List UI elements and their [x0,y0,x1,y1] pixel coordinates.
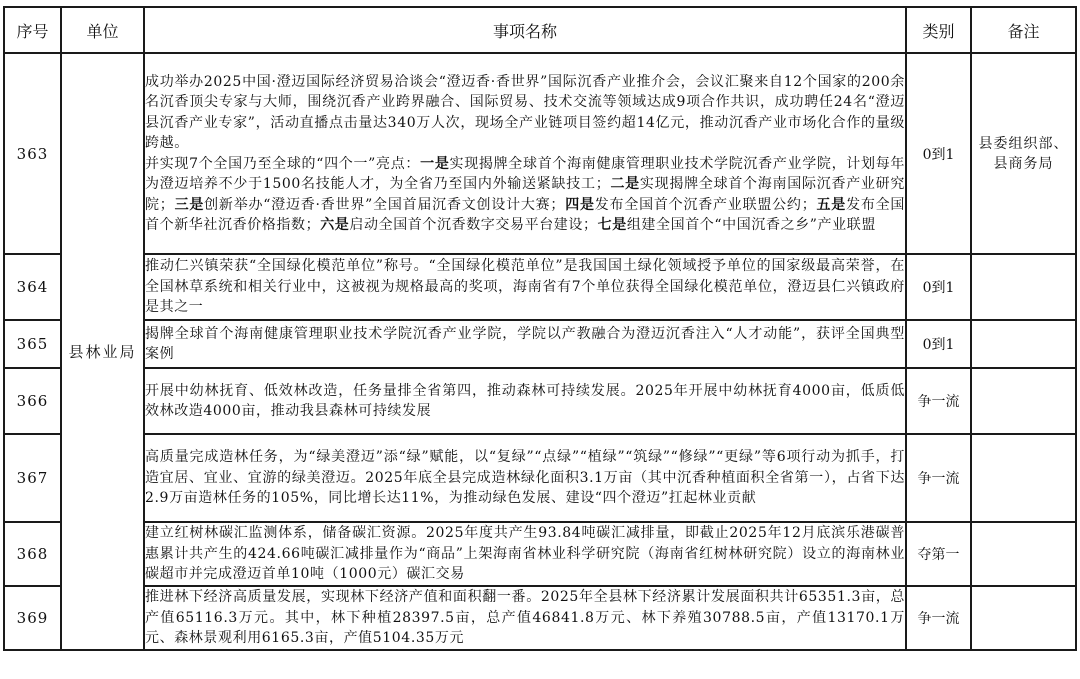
row-seq: 363 [4,53,61,254]
desc-segment: 发布全国首个沉香产业联盟公约； [594,196,817,213]
row-remark: 县委组织部、县商务局 [971,53,1076,254]
row-desc-paragraph-1: 成功举办2025中国·澄迈国际经济贸易洽谈会“澄迈香·香世界”国际沉香产业推介会，会议汇聚来自12个国家的200余名沉香顶尖专家与大师，围绕沉香产业跨界融合、国际贸易、技术交流等领域达成9项合作共识，成功聘任24名“澄迈县沉香产业专家”，活动直播点击量达340万人次，现场全产业链项目签约超14亿元，推动沉香产业市场化合作的量级跨越。 [145,73,905,151]
row-remark [971,320,1076,368]
row-seq: 364 [4,254,61,320]
row-remark [971,522,1076,586]
row-category: 夺第一 [906,522,971,586]
desc-segment-bold: 二是 [610,176,640,192]
row-remark [971,434,1076,522]
desc-segment: 并实现7个全国乃至全球的“四个一”亮点： [145,155,421,172]
table-row [4,320,1076,368]
desc-segment-bold: 七是 [597,217,627,233]
desc-segment-bold: 三是 [174,196,205,213]
row-desc: 建立红树林碳汇监测体系，储备碳汇资源。2025年度共产生93.84吨碳汇减排量，即截止2025年12月底滨乐港碳普惠累计共产生的424.66吨碳汇减排量作为“商品”上架海南省林业科学研究院（海南省红树林研究院）设立的海南林业碳超市并完成澄迈首单10吨（1000元）碳汇交易 [144,522,906,586]
table-header-row [4,7,1076,53]
desc-segment-bold: 一是 [420,155,450,172]
row-desc [144,53,906,254]
header-category: 类别 [906,7,971,53]
row-category: 争一流 [906,368,971,434]
row-seq: 369 [4,586,61,650]
header-seq: 序号 [4,7,61,53]
table-row [4,254,1076,320]
row-desc: 推进林下经济高质量发展，实现林下经济产值和面积翻一番。2025年全县林下经济累计发展面积共计65351.3亩，总产值65116.3万元。其中，林下种植28397.5亩，总产值46841.8万元、林下养殖30788.5亩，产值13170.1万元、森林景观利用6165.3亩，产值5104.35万元 [144,586,906,650]
row-remark [971,368,1076,434]
table-row [4,586,1076,650]
table-row [4,368,1076,434]
header-remark: 备注 [971,7,1076,53]
row-desc: 开展中幼林抚育、低效林改造，任务量排全省第四，推动森林可持续发展。2025年开展中幼林抚育4000亩，低质低效林改造4000亩，推动我县森林可持续发展 [144,368,906,434]
desc-segment: 启动全国首个沉香数字交易平台建设； [349,217,598,233]
header-unit: 单位 [61,7,144,53]
row-category: 争一流 [906,586,971,650]
desc-segment: 发布全国首个新华社沉香价格指数； [145,196,906,233]
row-desc: 推动仁兴镇荣获“全国绿化模范单位”称号。“全国绿化模范单位”是我国国土绿化领域授予单位的国家级最高荣誉，在全国林草系统和相关行业中，这被视为规格最高的奖项，海南省有7个单位获得全国绿化模范单位，澄迈县仁兴镇政府是其之一 [144,254,906,320]
desc-segment: 实现揭牌全球首个海南国际沉香产业研究院； [145,176,905,213]
table-row [4,522,1076,586]
desc-segment-bold: 五是 [816,196,847,213]
row-desc: 高质量完成造林任务，为“绿美澄迈”添“绿”赋能，以“复绿”“点绿”“植绿”“筑绿”“修绿”“更绿”等6项行动为抓手，打造宜居、宜业、宜游的绿美澄迈。2025年底全县完成造林绿化面积3.1万亩（其中沉香种植面积全省第一），占省下达2.9万亩造林任务的105%，同比增长达11%，为推动绿色发展、建设“四个澄迈”扛起林业贡献 [144,434,906,522]
row-category: 0到1 [906,254,971,320]
row-unit-merged: 县林业局 [61,53,144,650]
row-seq: 367 [4,434,61,522]
table-row [4,434,1076,522]
desc-segment: 实现揭牌全球首个海南健康管理职业技术学院沉香产业学院，计划每年为澄迈培养不少于1500名技能人才，为全省乃至国内外输送紧缺技工； [145,155,905,192]
achievements-table [3,6,1077,651]
header-item: 事项名称 [144,7,906,53]
row-category: 0到1 [906,53,971,254]
row-category: 争一流 [906,434,971,522]
row-desc-paragraph-2 [145,154,905,236]
table-row [4,53,1076,254]
desc-segment: 组建全国首个“中国沉香之乡”产业联盟 [626,217,876,233]
row-desc: 揭牌全球首个海南健康管理职业技术学院沉香产业学院，学院以产教融合为澄迈沉香注入“人才动能”，获评全国典型案例 [144,320,906,368]
row-seq: 365 [4,320,61,368]
row-seq: 366 [4,368,61,434]
desc-segment-bold: 六是 [320,217,350,233]
row-seq: 368 [4,522,61,586]
desc-segment-bold: 四是 [565,196,595,213]
row-remark [971,586,1076,650]
desc-segment: 创新举办“澄迈香·香世界”全国首届沉香文创设计大赛； [204,196,566,213]
row-remark [971,254,1076,320]
row-category: 0到1 [906,320,971,368]
